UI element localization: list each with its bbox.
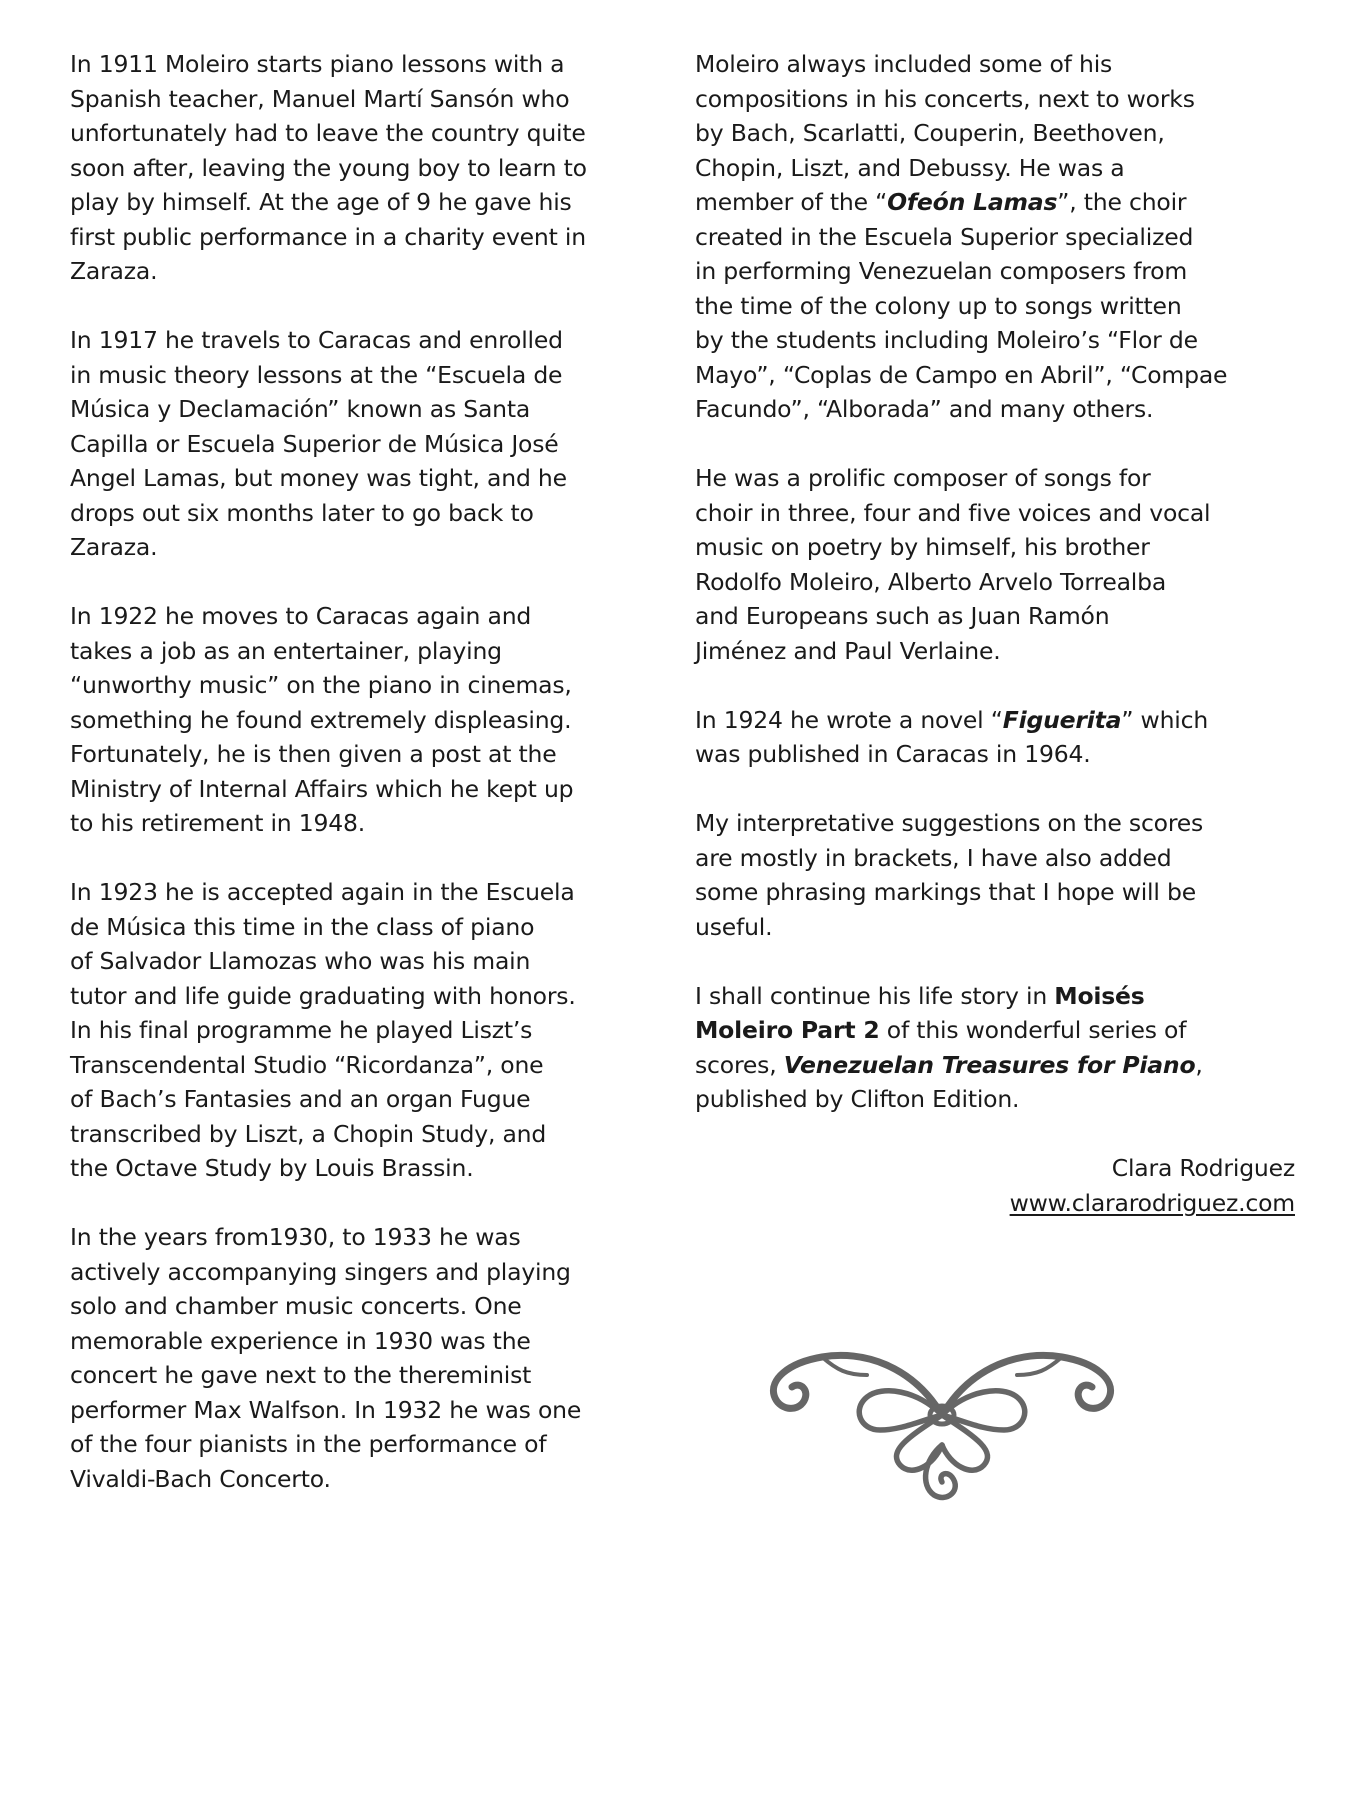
- text-line: play by himself. At the age of 9 he gave his: [70, 188, 572, 216]
- text-line: Transcendental Studio “Ricordanza”, one: [70, 1050, 544, 1079]
- text-line: Mayo”, “Coplas de Campo en Abril”, “Compae: [695, 360, 1228, 389]
- text-fragment: In 1924 he wrote a novel “: [695, 705, 1003, 734]
- text-line: Música y Declamación” known as Santa: [70, 395, 531, 423]
- text-fragment: ”, the choir: [1057, 188, 1187, 216]
- text-line: was published in Caracas in 1964.: [695, 740, 1091, 768]
- text-line: something he found extremely displeasing.: [70, 705, 572, 734]
- text-line: In 1911 Moleiro starts piano lessons with a: [70, 50, 565, 78]
- text-line: of Bach’s Fantasies and an organ Fugue: [70, 1085, 531, 1113]
- text-line: and Europeans such as Juan Ramón: [695, 602, 1110, 630]
- text-line: by Bach, Scarlatti, Couperin, Beethoven,: [695, 119, 1165, 147]
- text-line: “unworthy music” on the piano in cinemas,: [70, 671, 572, 699]
- flourish-ornament-icon: [752, 1335, 1132, 1510]
- text-line: [695, 185, 1295, 220]
- text-line: In his final programme he played Liszt’s: [70, 1016, 533, 1044]
- text-line: Moleiro always included some of his: [695, 50, 1113, 78]
- paragraph-novel: [695, 703, 1295, 772]
- text-line: in performing Venezuelan composers from: [695, 257, 1188, 285]
- text-line: Zaraza.: [70, 533, 158, 561]
- text-line: drops out six months later to go back to: [70, 498, 534, 527]
- text-line: choir in three, four and five voices and vocal: [695, 498, 1211, 527]
- paragraph-continuation: [695, 979, 1295, 1117]
- paragraph-suggestions: [695, 806, 1295, 944]
- paragraph-1930: [70, 1220, 670, 1496]
- text-line: concert he gave next to the thereminist: [70, 1361, 532, 1389]
- bold-text: Moleiro Part 2: [695, 1016, 880, 1044]
- text-line: the time of the colony up to songs written: [695, 291, 1182, 320]
- text-fragment: member of the “: [695, 188, 888, 216]
- author-name: Clara Rodriguez: [1111, 1154, 1295, 1182]
- author-website: [695, 1186, 1295, 1221]
- text-line: the Octave Study by Louis Brassin.: [70, 1154, 474, 1182]
- text-line: Facundo”, “Alborada” and many others.: [695, 395, 1154, 423]
- text-fragment: of this wonderful series of: [879, 1016, 1187, 1044]
- text-line: In 1917 he travels to Caracas and enrolled: [70, 326, 563, 354]
- signature-block: [695, 1151, 1295, 1220]
- text-fragment: scores,: [695, 1050, 784, 1079]
- text-line: published by Clifton Edition.: [695, 1085, 1020, 1113]
- text-line: compositions in his concerts, next to works: [695, 84, 1195, 113]
- text-line: of Salvador Llamozas who was his main: [70, 947, 531, 975]
- text-line: transcribed by Liszt, a Chopin Study, and: [70, 1119, 547, 1148]
- text-line: first public performance in a charity event in: [70, 222, 586, 251]
- text-line: by the students including Moleiro’s “Flor de: [695, 326, 1198, 354]
- text-line: created in the Escuela Superior specialized: [695, 222, 1194, 251]
- text-line: In the years from1930, to 1933 he was: [70, 1223, 521, 1251]
- text-line: Angel Lamas, but money was tight, and he: [70, 464, 567, 492]
- text-line: He was a prolific composer of songs for: [695, 464, 1151, 492]
- text-line: Capilla or Escuela Superior de Música José: [70, 429, 559, 458]
- series-title: Venezuelan Treasures for Piano: [783, 1050, 1196, 1079]
- website-link[interactable]: www.clararodriguez.com: [1009, 1188, 1295, 1217]
- text-line: Vivaldi-Bach Concerto.: [70, 1464, 331, 1493]
- text-line: Chopin, Liszt, and Debussy. He was a: [695, 153, 1125, 182]
- paragraph-1923: [70, 875, 670, 1186]
- paragraph-concerts: [695, 47, 1295, 427]
- text-line: [695, 1048, 1295, 1083]
- text-line: In 1922 he moves to Caracas again and: [70, 602, 532, 630]
- text-line: In 1923 he is accepted again in the Escuela: [70, 878, 575, 906]
- text-line: Jiménez and Paul Verlaine.: [695, 636, 1001, 665]
- text-line: soon after, leaving the young boy to learn to: [70, 153, 587, 182]
- text-line: Rodolfo Moleiro, Alberto Arvelo Torrealba: [695, 567, 1167, 596]
- bold-text: Moisés: [1054, 981, 1145, 1010]
- novel-title: Figuerita: [1002, 705, 1122, 734]
- text-line: [695, 979, 1295, 1014]
- text-line: My interpretative suggestions on the scores: [695, 809, 1204, 837]
- text-line: of the four pianists in the performance of: [70, 1430, 547, 1458]
- paragraph-composer: [695, 461, 1295, 668]
- left-column: [70, 47, 670, 1531]
- text-line: Fortunately, he is then given a post at the: [70, 740, 557, 768]
- text-line: useful.: [695, 912, 773, 941]
- text-line: in music theory lessons at the “Escuela de: [70, 360, 563, 389]
- paragraph-1917: [70, 323, 670, 565]
- text-line: takes a job as an entertainer, playing: [70, 636, 502, 665]
- text-line: some phrasing markings that I hope will be: [695, 878, 1196, 906]
- text-fragment: I shall continue his life story in: [695, 981, 1055, 1010]
- right-column: [695, 47, 1295, 1220]
- choir-name: Ofeón Lamas: [887, 188, 1058, 216]
- text-line: Ministry of Internal Affairs which he kept up: [70, 774, 574, 803]
- text-line: to his retirement in 1948.: [70, 809, 366, 837]
- text-line: unfortunately had to leave the country quite: [70, 119, 586, 147]
- text-line: de Música this time in the class of piano: [70, 912, 535, 941]
- text-fragment: ,: [1195, 1050, 1203, 1079]
- text-line: Zaraza.: [70, 257, 158, 285]
- text-line: Spanish teacher, Manuel Martí Sansón who: [70, 84, 570, 113]
- text-line: are mostly in brackets, I have also added: [695, 843, 1172, 872]
- paragraph-1922: [70, 599, 670, 841]
- text-line: tutor and life guide graduating with honors.: [70, 981, 576, 1010]
- text-line: [695, 1013, 1295, 1048]
- text-line: [695, 703, 1295, 738]
- text-line: solo and chamber music concerts. One: [70, 1292, 522, 1320]
- text-line: performer Max Walfson. In 1932 he was one: [70, 1395, 582, 1424]
- paragraph-1911: [70, 47, 670, 289]
- text-fragment: ” which: [1121, 705, 1209, 734]
- text-line: music on poetry by himself, his brother: [695, 533, 1150, 561]
- text-line: actively accompanying singers and playing: [70, 1257, 571, 1286]
- text-line: memorable experience in 1930 was the: [70, 1326, 531, 1355]
